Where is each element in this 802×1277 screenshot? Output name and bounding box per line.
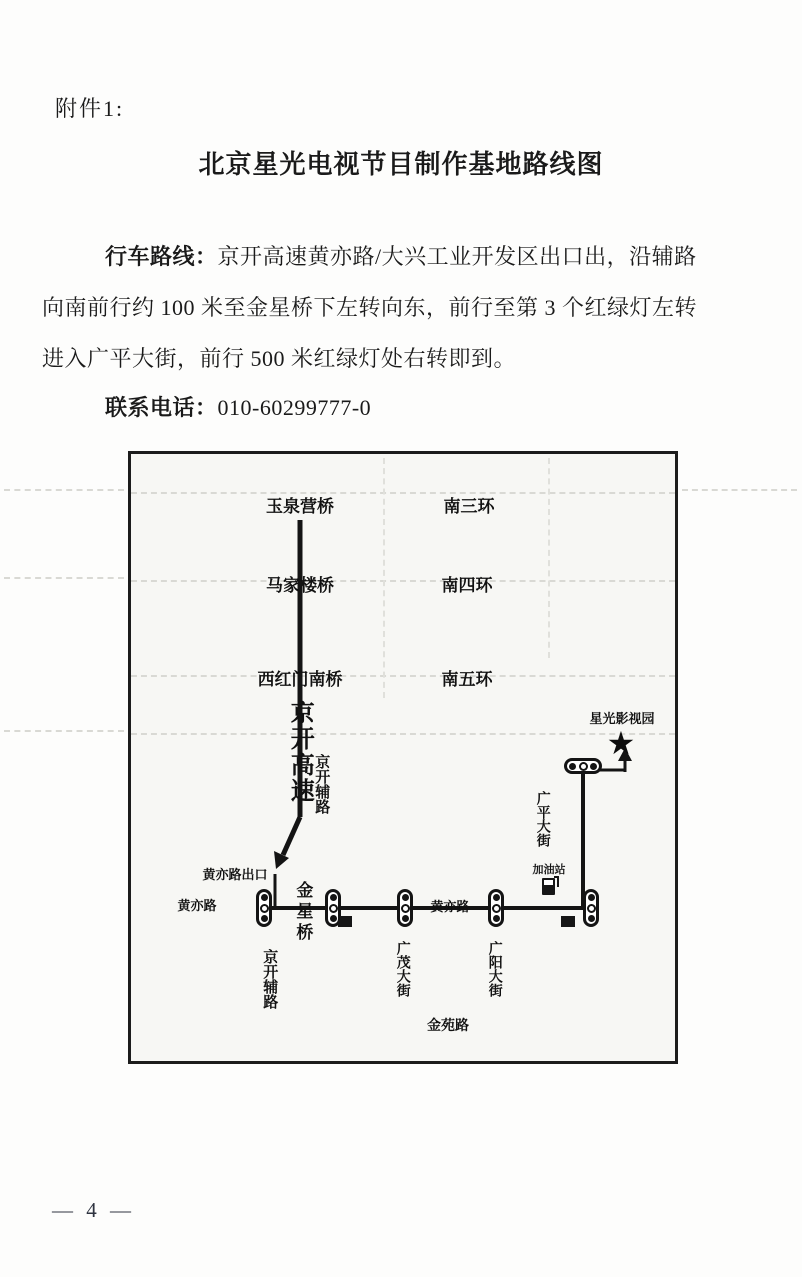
label-xihongmen-south-bridge: 西红门南桥 bbox=[257, 670, 343, 689]
page-number: — 4 — bbox=[52, 1198, 135, 1222]
traffic-light-dot bbox=[569, 763, 576, 770]
label-yuquanying-bridge: 玉泉营桥 bbox=[266, 497, 334, 516]
traffic-light-dot bbox=[493, 915, 500, 922]
traffic-light-dot bbox=[260, 904, 269, 913]
route-line-1 bbox=[105, 240, 697, 271]
traffic-light-icon bbox=[488, 889, 504, 927]
label-huangyi-road-left: 黄亦路 bbox=[177, 898, 217, 913]
label-guangyang-street: 广阳大街 bbox=[487, 941, 504, 997]
label-south-4th-ring: 南四环 bbox=[441, 576, 493, 595]
label-guangping-street: 广平大街 bbox=[535, 791, 552, 847]
contact-line bbox=[105, 391, 371, 422]
contact-heading: 联系电话： bbox=[105, 395, 218, 420]
star-icon: ★ bbox=[606, 724, 636, 762]
traffic-light-dot bbox=[590, 763, 597, 770]
scan-artifact-line bbox=[4, 489, 124, 491]
traffic-light-dot bbox=[330, 894, 337, 901]
traffic-light-dot bbox=[261, 894, 268, 901]
scan-artifact-line bbox=[682, 489, 797, 491]
label-jinxing-bridge: 金星桥 bbox=[293, 881, 313, 944]
scan-artifact-line bbox=[4, 730, 124, 732]
label-guangmao-street: 广茂大街 bbox=[395, 941, 412, 997]
traffic-light-dot bbox=[588, 915, 595, 922]
traffic-light-dot bbox=[493, 894, 500, 901]
traffic-light-dot bbox=[587, 904, 596, 913]
traffic-light-icon bbox=[564, 758, 602, 774]
building-marker bbox=[338, 916, 352, 927]
label-majialou-bridge: 马家楼桥 bbox=[266, 576, 334, 595]
traffic-light-icon bbox=[583, 889, 599, 927]
exit-ramp-road bbox=[283, 817, 300, 855]
route-text-1: 京开高速黄亦路/大兴工业开发区出口出，沿辅路 bbox=[217, 244, 697, 269]
route-map bbox=[128, 451, 678, 1064]
label-huangyi-road-center: 黄亦路 bbox=[430, 899, 470, 914]
traffic-light-dot bbox=[261, 915, 268, 922]
label-gas-station: 加油站 bbox=[532, 864, 566, 876]
route-line-2: 向南前行约 100 米至金星桥下左转向东，前行至第 3 个红绿灯左转 bbox=[42, 295, 698, 320]
gas-pump-icon bbox=[542, 878, 555, 895]
traffic-light-dot bbox=[402, 915, 409, 922]
traffic-light-dot bbox=[579, 762, 588, 771]
traffic-light-dot bbox=[330, 915, 337, 922]
label-xingguang-park: 星光影视园 bbox=[589, 711, 655, 726]
label-jinyuan-road: 金苑路 bbox=[427, 1017, 469, 1033]
attachment-label: 附件1: bbox=[55, 96, 125, 121]
route-line-3: 进入广平大街，前行 500 米红绿灯处右转即到。 bbox=[42, 346, 517, 371]
traffic-light-icon bbox=[397, 889, 413, 927]
route-heading: 行车路线： bbox=[105, 244, 218, 269]
traffic-light-dot bbox=[588, 894, 595, 901]
label-jingkai-expressway: 京开高速 bbox=[286, 700, 314, 804]
label-south-5th-ring: 南五环 bbox=[441, 670, 493, 689]
traffic-light-dot bbox=[401, 904, 410, 913]
traffic-light-icon bbox=[256, 889, 272, 927]
label-south-3rd-ring: 南三环 bbox=[443, 497, 495, 516]
page-title: 北京星光电视节目制作基地路线图 bbox=[198, 149, 604, 179]
traffic-light-dot bbox=[402, 894, 409, 901]
building-marker bbox=[561, 916, 575, 927]
scan-artifact-line bbox=[4, 577, 124, 579]
label-jingkai-side-road-upper: 京开辅路 bbox=[313, 754, 331, 814]
label-jingkai-side-road-lower: 京开辅路 bbox=[261, 949, 279, 1009]
traffic-light-dot bbox=[492, 904, 501, 913]
label-huangyi-road-exit: 黄亦路出口 bbox=[202, 867, 268, 882]
contact-phone: 010-60299777-0 bbox=[217, 395, 372, 420]
traffic-light-dot bbox=[329, 904, 338, 913]
